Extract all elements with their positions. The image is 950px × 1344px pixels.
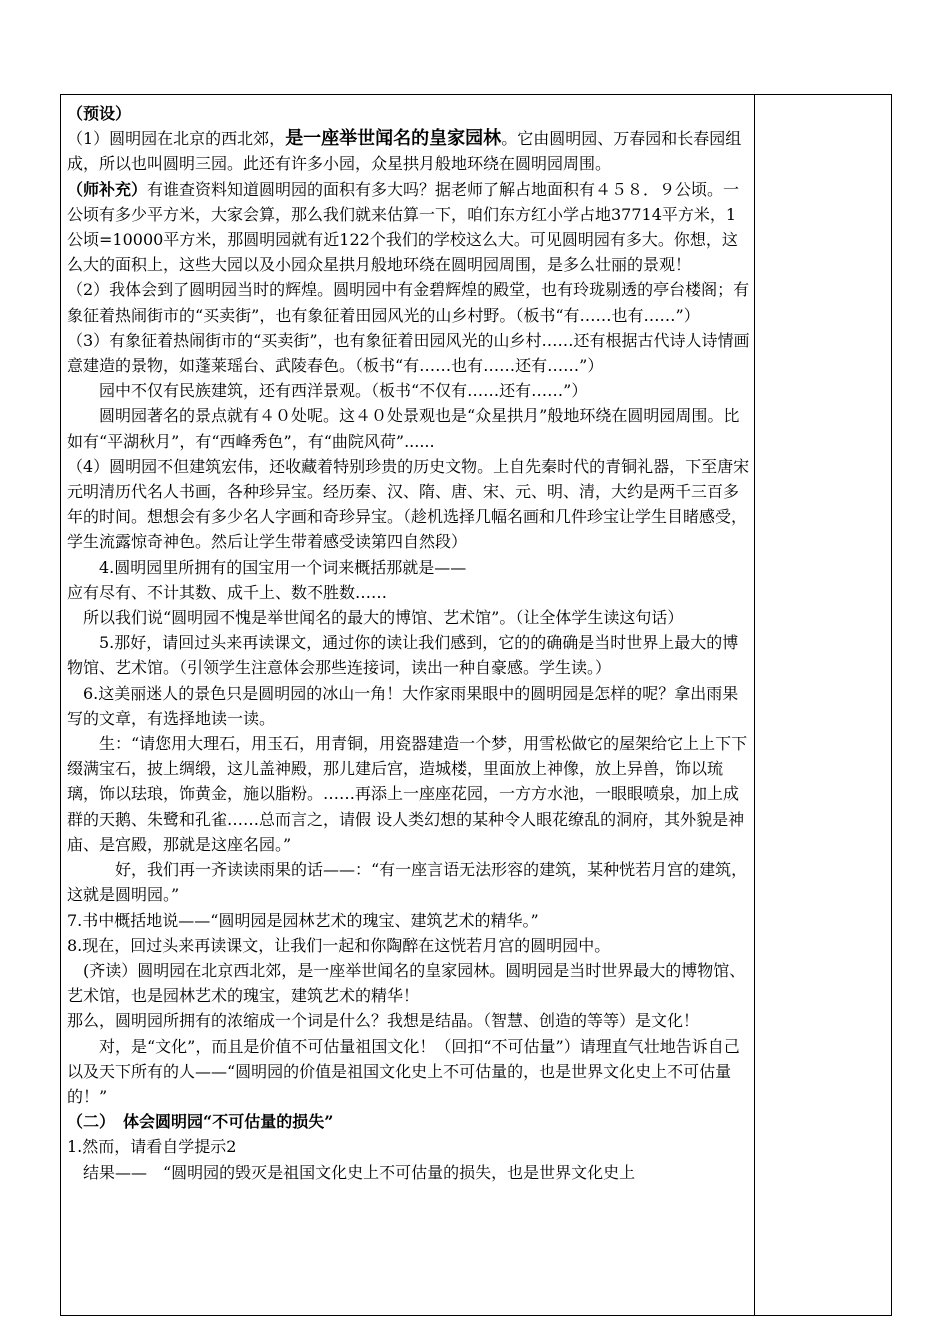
paragraph — [67, 580, 751, 605]
paragraph — [67, 403, 751, 453]
lesson-plan-table — [60, 94, 892, 1316]
paragraph — [67, 454, 751, 555]
paragraph — [67, 277, 751, 327]
text-run: 那么，圆明园所拥有的浓缩成一个词是什么？我想是结晶。（智慧、创造的等等）是文化！ — [67, 1011, 700, 1031]
text-run: 圆明园著名的景点就有４０处呢。这４０处景观也是“众星拱月”般地环绕在圆明园周围。比如有“平湖秋月”，有“西峰秀色”，有“曲院风荷”...... — [67, 406, 740, 451]
paragraph — [67, 1160, 751, 1185]
text-run: 应有尽有、不计其数、成千上、数不胜数…… — [67, 582, 388, 602]
text-run: 园中不仅有民族建筑，还有西洋景观。（板书“不仅有……还有……”） — [67, 381, 588, 401]
column-divider — [754, 95, 755, 1315]
bold-text: 是一座举世闻名的皇家园林 — [285, 128, 502, 150]
paragraph — [67, 1008, 751, 1033]
paragraph — [67, 1034, 751, 1110]
text-run: 5.那好，请回过头来再读课文，通过你的读让我们感到，它的的确确是当时世界上最大的博物馆、艺术馆。（引领学生注意体会那些连接词，读出一种自豪感。学生读。） — [67, 633, 739, 678]
paragraph — [67, 857, 751, 907]
text-run: 生：“请您用大理石，用玉石，用青铜，用瓷器建造一个梦，用雪松做它的屋架给它上上下下缀满宝石，披上绸缎，这儿盖神殿，那儿建后宫，造城楼，里面放上神像，放上异兽，饰以琉璃，饰以珐琅，饰黄金，施以脂粉。……再添上一座座花园，一方方水池，一眼眼喷泉，加上成群的天鹅、朱鹭和孔雀……总而言之，请假 设人类幻想的某种令人眼花缭乱的洞府，其外貌是神庙、是宫殿，那就是这座名园。” — [67, 734, 748, 854]
text-run: 4.圆明园里所拥有的国宝用一个词来概括那就是—— — [67, 557, 467, 577]
text-run: 有谁查资料知道圆明园的面积有多大吗？据老师了解占地面积有４５８．９公顷。一公顷有多少平方米，大家会算，那么我们就来估算一下，咱们东方红小学占地37714平方米，1公顷=10000平方米，那圆明园就有近122个我们的学校这么大。可见圆明园有多大。你想，这么大的面积上，这些大园以及小园众星拱月般地环绕在圆明园周围，是多么壮丽的景观！ — [67, 179, 740, 275]
paragraph — [67, 555, 751, 580]
lesson-content-cell — [67, 101, 751, 1311]
paragraph — [67, 1109, 751, 1134]
text-run: （4）圆明园不但建筑宏伟，还收藏着特别珍贵的历史文物。上自先秦时代的青铜礼器，下至唐宋元明清历代名人书画，各种珍异宝。经历秦、汉、隋、唐、宋、元、明、清，大约是两千三百多年的时间。想想会有多少名人字画和奇珍异宝。（趁机选择几幅名画和几件珍宝让学生目睹感受，学生流露惊奇神色。然后让学生带着感受读第四自然段） — [67, 456, 750, 552]
paragraph — [67, 908, 751, 933]
text-run: 8.现在，回过头来再读课文，让我们一起和你陶醉在这恍若月宫的圆明园中。 — [67, 935, 611, 955]
text-run: (齐读）圆明园在北京西北郊，是一座举世闻名的皇家园林。圆明园是当时世界最大的博物馆、艺术馆，也是园林艺术的瑰宝，建筑艺术的精华！ — [67, 960, 746, 1006]
text-run: 7.书中概括地说——“圆明园是园林艺术的瑰宝、建筑艺术的精华。” — [67, 910, 539, 930]
text-run: （3）有象征着热闹街市的“买卖街”，也有象征着田园风光的山乡村……还有根据古代诗人诗情画意建造的景物，如蓬莱瑶台、武陵春色。（板书“有……也有……还有……”） — [67, 330, 750, 376]
bold-text: （师补充） — [67, 179, 148, 199]
text-run: 好，我们再一齐读读雨果的话——：“有一座言语无法形容的建筑，某种恍若月宫的建筑，这就是圆明园。” — [67, 860, 748, 905]
text-run: 1.然而，请看自学提示2 — [67, 1137, 237, 1157]
paragraph — [67, 177, 751, 278]
bold-text: （二） 体会圆明园“不可估量的损失” — [67, 1112, 334, 1132]
paragraph — [67, 378, 751, 403]
paragraph — [67, 1134, 751, 1159]
text-run: 结果—— “圆明园的毁灭是祖国文化史上不可估量的损失，也是世界文化史上 — [67, 1162, 636, 1182]
notes-cell — [758, 101, 888, 1311]
paragraph — [67, 630, 751, 680]
paragraph — [67, 126, 751, 176]
paragraph — [67, 958, 751, 1008]
paragraph — [67, 731, 751, 857]
bold-text: （预设） — [67, 104, 132, 123]
paragraph — [67, 605, 751, 630]
text-run: 6.这美丽迷人的景色只是圆明园的冰山一角！大作家雨果眼中的圆明园是怎样的呢？拿出雨果写的文章，有选择地读一读。 — [67, 683, 739, 728]
text-run: 所以我们说“圆明园不愧是举世闻名的最大的博馆、艺术馆”。（让全体学生读这句话） — [67, 608, 684, 628]
paragraph — [67, 933, 751, 958]
paragraph — [67, 328, 751, 378]
text-run: 对，是“文化”，而且是价值不可估量祖国文化！（回扣“不可估量”）请理直气壮地告诉自己以及天下所有的人——“圆明园的价值是祖国文化史上不可估量的，也是世界文化史上不可估量的！” — [67, 1036, 740, 1106]
text-run: 。它由圆明园、万春园和长春园组成，所以也叫圆明三园。此还有许多小园，众星拱月般地环绕在圆明园周围。 — [67, 129, 742, 174]
text-run: （2）我体会到了圆明园当时的辉煌。圆明园中有金碧辉煌的殿堂，也有玲珑剔透的亭台楼阁；有象征着热闹街市的“买卖街”，也有象征着田园风光的山乡村野。（板书“有……也有……”） — [67, 280, 750, 325]
text-run: （1）圆明园在北京的西北郊， — [67, 129, 286, 149]
paragraph — [67, 101, 751, 126]
paragraph — [67, 681, 751, 731]
